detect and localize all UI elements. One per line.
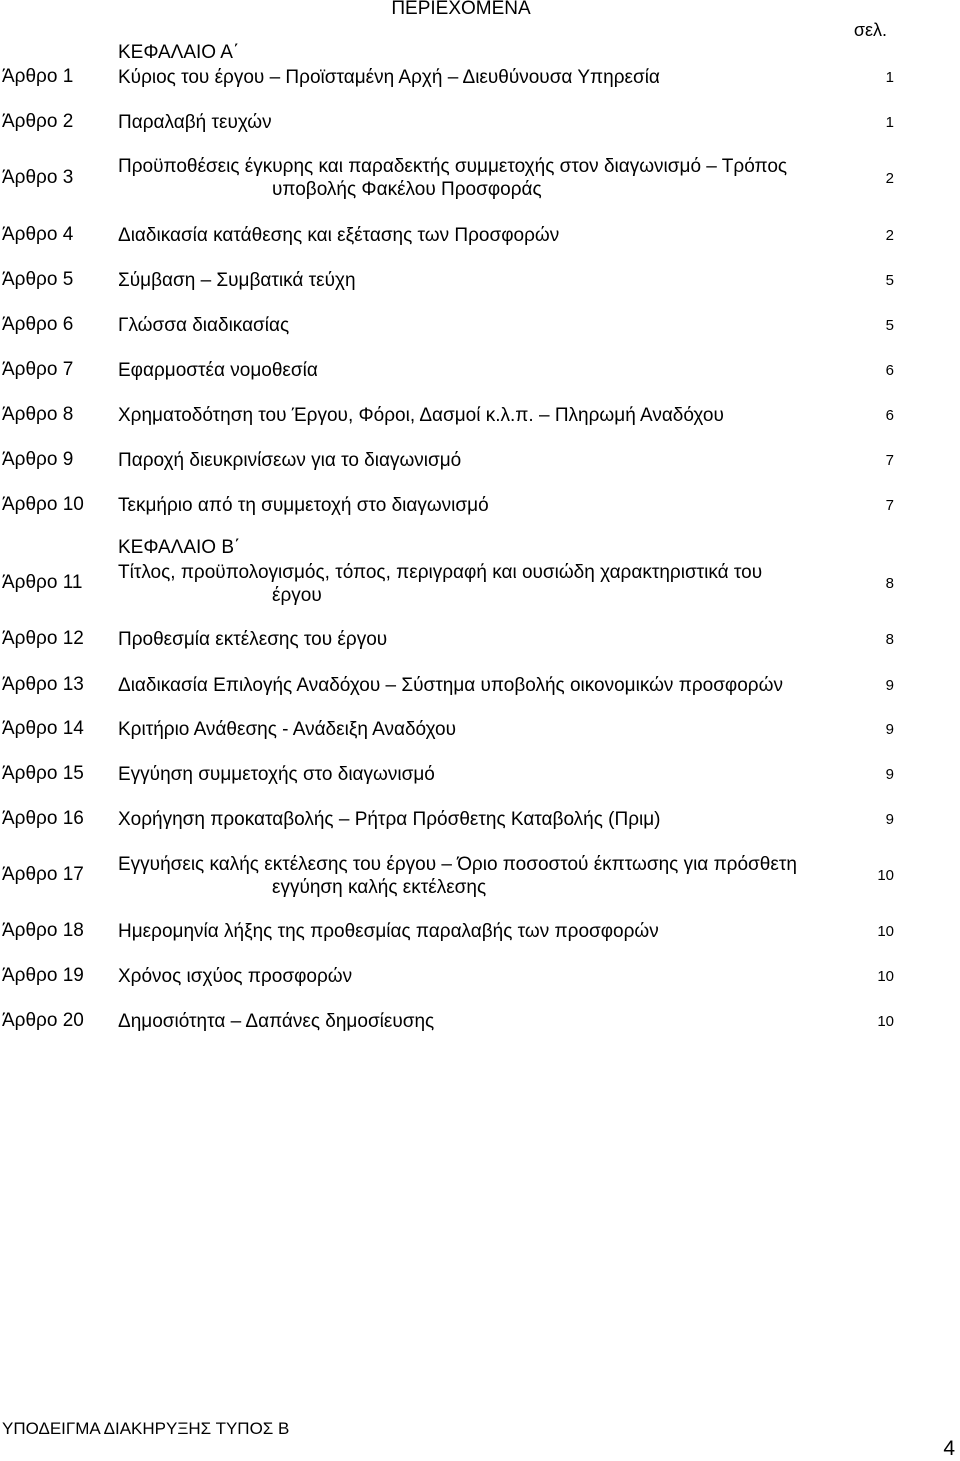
article-title: Σύμβαση – Συμβατικά τεύχη xyxy=(118,270,356,291)
article-label: Άρθρο 12 xyxy=(2,628,84,649)
page-column-label: σελ. xyxy=(853,20,887,40)
page-number: 10 xyxy=(877,923,894,940)
article-title: Τεκμήριο από τη συμμετοχή στο διαγωνισμό xyxy=(118,495,489,516)
article-title: Παραλαβή τευχών xyxy=(118,112,272,133)
article-label: Άρθρο 8 xyxy=(2,404,74,425)
article-label: Άρθρο 16 xyxy=(2,808,84,829)
article-title: Διαδικασία Επιλογής Αναδόχου – Σύστημα υποβολής οικονομικών προσφορών xyxy=(118,675,783,696)
page-number: 8 xyxy=(885,631,894,648)
article-title-line2: υποβολής Φακέλου Προσφοράς xyxy=(272,179,542,200)
article-title: Παροχή διευκρινίσεων για το διαγωνισμό xyxy=(118,450,462,471)
page-number: 1 xyxy=(885,114,894,131)
article-label: Άρθρο 1 xyxy=(2,66,74,87)
article-label: Άρθρο 13 xyxy=(2,674,84,695)
article-title: Ημερομηνία λήξης της προθεσμίας παραλαβής των προσφορών xyxy=(118,921,659,942)
page-number: 2 xyxy=(885,170,894,187)
page-number: 7 xyxy=(885,452,894,469)
page-number: 1 xyxy=(885,69,894,86)
page-number: 9 xyxy=(885,677,894,694)
page-number: 7 xyxy=(885,497,894,514)
article-title-line2: εγγύηση καλής εκτέλεσης xyxy=(272,877,487,898)
article-title: Γλώσσα διαδικασίας xyxy=(118,315,290,336)
article-title xyxy=(118,561,762,607)
page-number: 5 xyxy=(885,317,894,334)
article-title: Διαδικασία κατάθεσης και εξέτασης των Προσφορών xyxy=(118,225,560,246)
article-label: Άρθρο 17 xyxy=(2,864,84,885)
article-label: Άρθρο 4 xyxy=(2,224,74,245)
article-title: Δημοσιότητα – Δαπάνες δημοσίευσης xyxy=(118,1011,435,1032)
page-number: 9 xyxy=(885,766,894,783)
page-number: 2 xyxy=(885,227,894,244)
article-label: Άρθρο 3 xyxy=(2,167,74,188)
footer-document-type: ΥΠΟΔΕΙΓΜΑ ΔΙΑΚΗΡΥΞΗΣ ΤΥΠΟΣ Β xyxy=(2,1419,290,1438)
page-number: 6 xyxy=(885,362,894,379)
article-title-line1: Τίτλος, προϋπολογισμός, τόπος, περιγραφή και ουσιώδη χαρακτηριστικά του xyxy=(118,562,763,583)
article-title xyxy=(118,853,797,899)
article-title: Εφαρμοστέα νομοθεσία xyxy=(118,360,318,381)
page-number: 6 xyxy=(885,407,894,424)
article-label: Άρθρο 14 xyxy=(2,718,84,739)
chapter-heading-b: ΚΕΦΑΛΑΙΟ Β΄ xyxy=(118,537,241,558)
article-label: Άρθρο 2 xyxy=(2,111,74,132)
article-title: Χρηματοδότηση του Έργου, Φόροι, Δασμοί κ.λ.π. – Πληρωμή Αναδόχου xyxy=(118,405,724,426)
article-title: Κύριος του έργου – Προϊσταμένη Αρχή – Διευθύνουσα Υπηρεσία xyxy=(118,67,660,88)
article-label: Άρθρο 15 xyxy=(2,763,84,784)
article-title xyxy=(118,155,787,201)
page-number: 9 xyxy=(885,721,894,738)
footer-page-number: 4 xyxy=(943,1437,955,1460)
page-title: ΠΕΡΙΕΧΟΜΕΝΑ xyxy=(391,0,531,19)
page-number: 10 xyxy=(877,1013,894,1030)
article-title: Κριτήριο Ανάθεσης - Ανάδειξη Αναδόχου xyxy=(118,719,456,740)
page-number: 9 xyxy=(885,811,894,828)
article-label: Άρθρο 7 xyxy=(2,359,74,380)
article-label: Άρθρο 11 xyxy=(2,572,83,593)
article-title: Προθεσμία εκτέλεσης του έργου xyxy=(118,629,388,650)
page-number: 8 xyxy=(885,575,894,592)
article-label: Άρθρο 10 xyxy=(2,494,84,515)
article-label: Άρθρο 20 xyxy=(2,1010,84,1031)
page-number: 10 xyxy=(877,867,894,884)
chapter-heading-a: ΚΕΦΑΛΑΙΟ Α΄ xyxy=(118,42,240,63)
article-title: Χρόνος ισχύος προσφορών xyxy=(118,966,353,987)
article-title: Εγγύηση συμμετοχής στο διαγωνισμό xyxy=(118,764,435,785)
article-title-line1: Εγγυήσεις καλής εκτέλεσης του έργου – Όριο ποσοστού έκπτωσης για πρόσθετη xyxy=(118,854,797,875)
page-number: 5 xyxy=(885,272,894,289)
article-label: Άρθρο 9 xyxy=(2,449,74,470)
article-title-line1: Προϋποθέσεις έγκυρης και παραδεκτής συμμετοχής στον διαγωνισμό – Τρόπος xyxy=(118,156,788,177)
article-title-line2: έργου xyxy=(272,585,322,606)
article-label: Άρθρο 19 xyxy=(2,965,84,986)
article-label: Άρθρο 18 xyxy=(2,920,84,941)
article-label: Άρθρο 6 xyxy=(2,314,74,335)
article-label: Άρθρο 5 xyxy=(2,269,74,290)
page-number: 10 xyxy=(877,968,894,985)
article-title: Χορήγηση προκαταβολής – Ρήτρα Πρόσθετης Καταβολής (Πριμ) xyxy=(118,809,661,830)
